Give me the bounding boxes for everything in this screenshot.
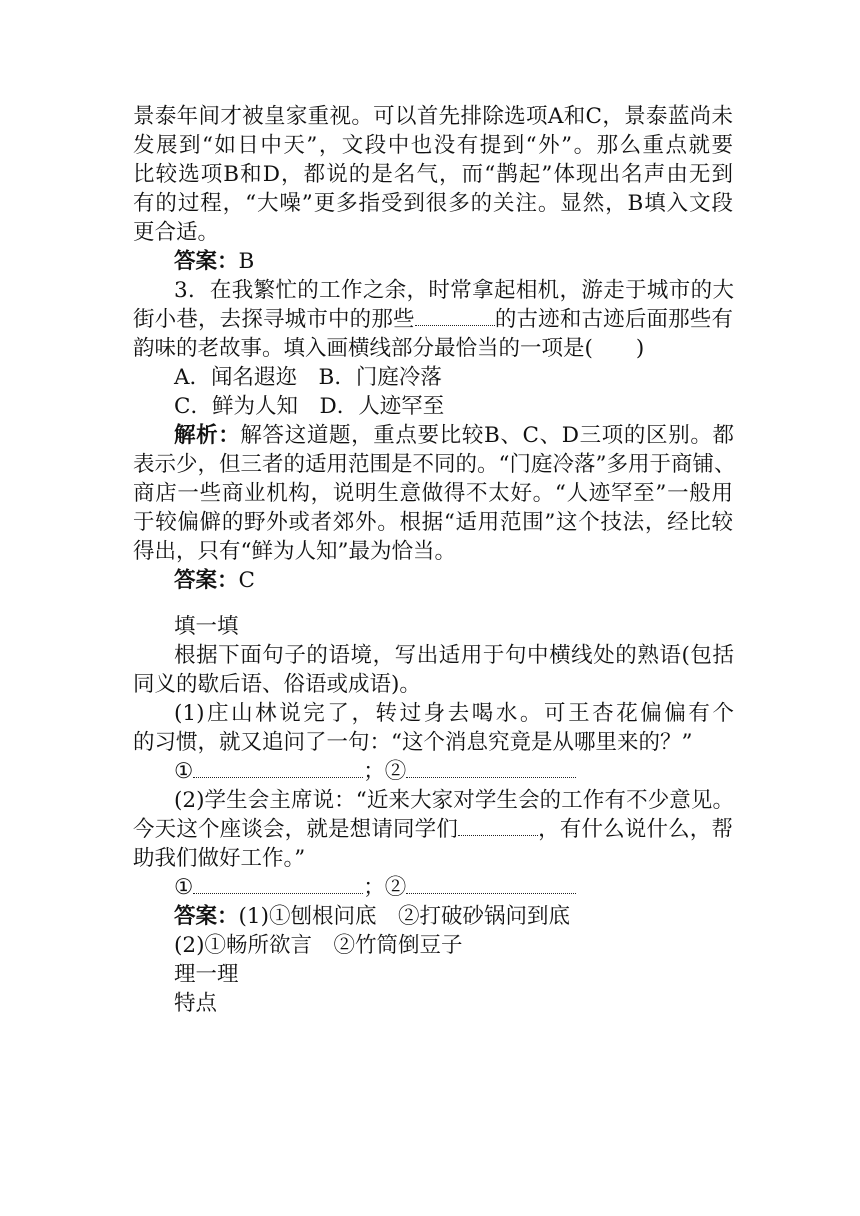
answer-blank[interactable] — [415, 305, 495, 326]
question-3-line-1: 3．在我繁忙的工作之余，时常拿起相机，游走于城市的大 — [174, 278, 734, 303]
answer-label: 答案： — [174, 904, 239, 929]
circle-number-2: ② — [384, 759, 407, 784]
sentence-2-text: ，有什么说什么，帮 — [537, 817, 733, 842]
answer-blank[interactable] — [406, 757, 576, 778]
circle-number-2: ② — [384, 875, 407, 900]
sentence-2-blanks — [174, 873, 734, 903]
answer-value: C — [238, 568, 255, 593]
section-heading-organize: 理一理 — [174, 962, 239, 987]
question-3-line-2 — [133, 305, 733, 335]
question-3-text: 的古迹和古迹后面那些有 — [494, 307, 733, 332]
sentence-2-line-2 — [133, 815, 733, 845]
answer-value: (1)①刨根问底 ②打破砂锅问到底 — [238, 904, 570, 929]
options-a-b: A．闻名遐迩 B．门庭冷落 — [174, 365, 442, 390]
para1-line-1: 景泰年间才被皇家重视。可以首先排除选项A和C，景泰蓝尚未 — [133, 104, 733, 129]
separator: ； — [363, 875, 385, 900]
answer-2 — [174, 247, 734, 277]
answer-blank[interactable] — [193, 873, 363, 894]
answer-blank[interactable] — [193, 757, 363, 778]
sentence-1-line-1: (1)庄山林说完了，转过身去喝水。可王杏花偏偏有个 — [174, 701, 734, 726]
question-3-line-3: 韵味的老故事。填入画横线部分最恰当的一项是( ) — [133, 336, 645, 361]
sentence-2-text: 今天这个座谈会，就是想请同学们 — [133, 817, 458, 842]
answer-label: 答案： — [174, 568, 239, 593]
fill-intro-line-1: 根据下面句子的语境，写出适用于句中横线处的熟语(包括 — [174, 643, 734, 668]
analysis-3-line-3: 商店一些商业机构，说明生意做得不太好。“人迹罕至”一般用 — [133, 481, 733, 506]
section-heading-fill: 填一填 — [174, 614, 239, 639]
analysis-3-line-5: 得出，只有“鲜为人知”最为恰当。 — [133, 539, 456, 564]
para1-line-3: 比较选项B和D，都说的是名气，而“鹊起”体现出名声由无到 — [133, 162, 733, 187]
answer-blank[interactable] — [458, 815, 538, 836]
sentence-1-line-2: 的习惯，就又追问了一句：“这个消息究竟是从哪里来的？” — [133, 730, 693, 755]
separator: ； — [363, 759, 385, 784]
fill-intro-line-2: 同义的歇后语、俗语或成语)。 — [133, 672, 421, 697]
options-c-d: C．鲜为人知 D．人迹罕至 — [174, 394, 445, 419]
analysis-3-line-1 — [174, 421, 734, 451]
para1-line-5: 更合适。 — [133, 220, 220, 245]
answer-blank[interactable] — [406, 873, 576, 894]
para1-line-2: 发展到“如日中天”，文段中也没有提到“外”。那么重点就要 — [133, 133, 733, 158]
analysis-label: 解析： — [174, 423, 241, 448]
sentence-2-line-3: 助我们做好工作。” — [133, 846, 306, 871]
circle-number-1: ① — [174, 875, 194, 900]
sentence-2-line-1: (2)学生会主席说：“近来大家对学生会的工作有不少意见。 — [174, 788, 734, 813]
answer-fill-line-1 — [174, 902, 734, 932]
analysis-3-line-2: 表示少，但三者的适用范围是不同的。“门庭冷落”多用于商铺、 — [133, 452, 736, 477]
answer-3 — [174, 566, 734, 596]
subheading-features: 特点 — [174, 991, 218, 1016]
question-3-text: 街小巷，去探寻城市中的那些 — [133, 307, 415, 332]
analysis-3-line-4: 于较偏僻的野外或者郊外。根据“适用范围”这个技法，经比较 — [133, 510, 733, 535]
sentence-1-blanks — [174, 757, 734, 787]
circle-number-1: ① — [174, 759, 194, 784]
answer-value: B — [238, 249, 255, 274]
para1-line-4: 有的过程，“大噪”更多指受到很多的关注。显然，B填入文段 — [133, 191, 733, 216]
answer-fill-line-2: (2)①畅所欲言 ②竹筒倒豆子 — [174, 933, 463, 958]
answer-label: 答案： — [174, 249, 239, 274]
analysis-text: 解答这道题，重点要比较B、C、D三项的区别。都 — [240, 423, 734, 448]
